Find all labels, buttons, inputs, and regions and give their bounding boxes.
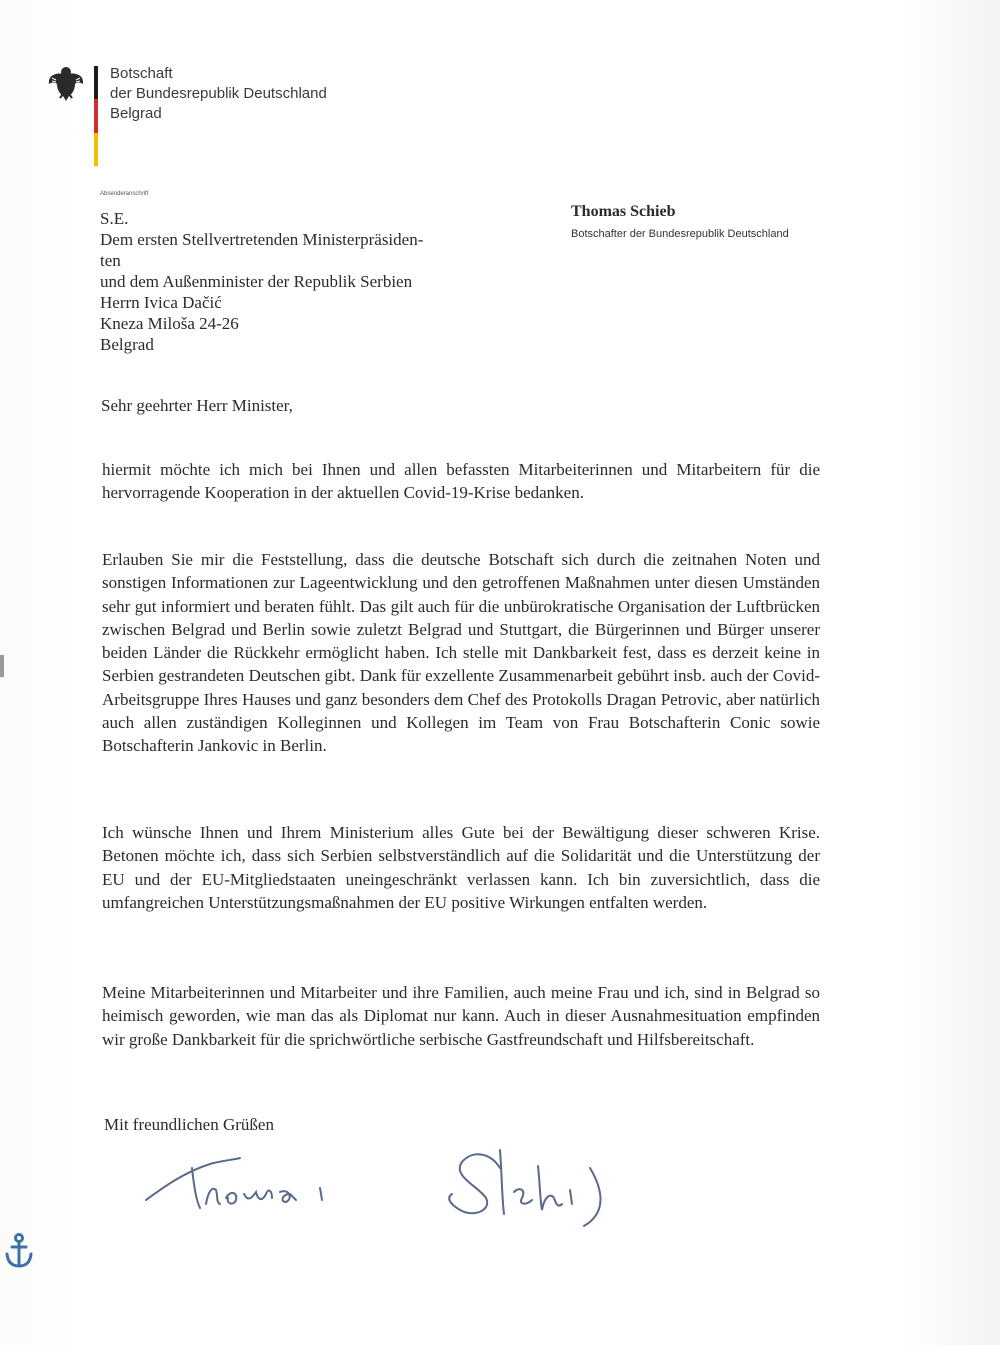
letterhead-org xyxy=(110,64,327,124)
scan-edge-mark xyxy=(0,655,4,677)
recipient-line: und dem Außenminister der Republik Serbien xyxy=(100,272,413,291)
salutation: Sehr geehrter Herr Minister, xyxy=(101,396,293,415)
letterhead-line-1: Botschaft xyxy=(110,65,173,82)
paragraph-2: Erlauben Sie mir die Feststellung, dass die deutsche Botschaft sich durch die zeitnahen Noten und sonstigen Informationen zur Lageentwicklung und den getroffenen Maßnahmen unter diesen Umständen sehr gut informiert und beraten fühlt. Das gilt auch für die unbürokratische Organisation der Luftbrücken zwischen Belgrad und Berlin sowie zuletzt Belgrad und Stuttgart, die Bürgerinnen und Bürger unserer beiden Länder die Rückkehr ermöglicht haben. Ich stelle mit Dankbarkeit fest, dass es derzeit keine in Serbien gestrandeten Deutschen gibt. Dank für exzellente Zusammenarbeit gebührt insb. auch der Covid-Arbeitsgruppe Ihres Hauses und ganz besonders dem Chef des Protokolls Dragan Petrovic, aber natürlich auch allen zuständigen Kolleginnen und Kollegen im Team von Frau Botschafterin Conic sowie Botschafterin Jankovic in Berlin. xyxy=(102,550,820,756)
recipient-address xyxy=(100,208,423,355)
recipient-line: Belgrad xyxy=(100,335,154,354)
handwritten-signature xyxy=(140,1128,660,1238)
anchor-icon xyxy=(4,1232,34,1270)
letterhead-line-2: der Bundesrepublik Deutschland xyxy=(110,85,327,102)
federal-eagle-icon xyxy=(46,62,86,102)
flag-stripe-red xyxy=(94,99,98,132)
recipient-line: Kneza Miloša 24-26 xyxy=(100,314,239,333)
signatory-name: Thomas Schieb xyxy=(571,203,676,220)
signatory-block xyxy=(571,202,789,240)
flag-stripe-gold xyxy=(94,133,98,166)
recipient-line: ten xyxy=(100,251,121,270)
recipient-line: Dem ersten Stellvertretenden Ministerpräsiden- xyxy=(100,230,424,249)
closing-formula: Mit freundlichen Grüßen xyxy=(104,1115,274,1134)
paragraph-4: Meine Mitarbeiterinnen und Mitarbeiter und ihre Familien, auch meine Frau und ich, sind in Belgrad so heimisch geworden, wie man das als Diplomat nur kann. Auch in dieser Ausnahmesituation empfinden wir große Dankbarkeit für die sprichwörtliche serbische Gastfreundschaft und Hilfsbereitschaft. xyxy=(102,983,820,1049)
signatory-title: Botschafter der Bundesrepublik Deutschland xyxy=(571,228,789,240)
sender-address-label: Absenderanschrift xyxy=(100,191,149,197)
letterhead-line-3: Belgrad xyxy=(110,105,162,122)
recipient-line: Herrn Ivica Dačić xyxy=(100,293,222,312)
german-flag-stripe xyxy=(94,66,98,166)
paragraph-1: hiermit möchte ich mich bei Ihnen und allen befassten Mitarbeiterinnen und Mitarbeitern für die hervorragende Kooperation in der aktuellen Covid-19-Krise bedanken. xyxy=(102,460,820,503)
flag-stripe-black xyxy=(94,66,98,99)
paragraph-3: Ich wünsche Ihnen und Ihrem Ministerium alles Gute bei der Bewältigung dieser schweren Krise. Betonen möchte ich, dass sich Serbien selbstverständlich auf die Solidarität und die Unterstützung der EU und der EU-Mitgliedstaaten uneingeschränkt verlassen kann. Ich bin zuversichtlich, dass die umfangreichen Unterstützungsmaßnahmen der EU positive Wirkungen entfalten werden. xyxy=(102,823,820,912)
recipient-line: S.E. xyxy=(100,209,129,228)
